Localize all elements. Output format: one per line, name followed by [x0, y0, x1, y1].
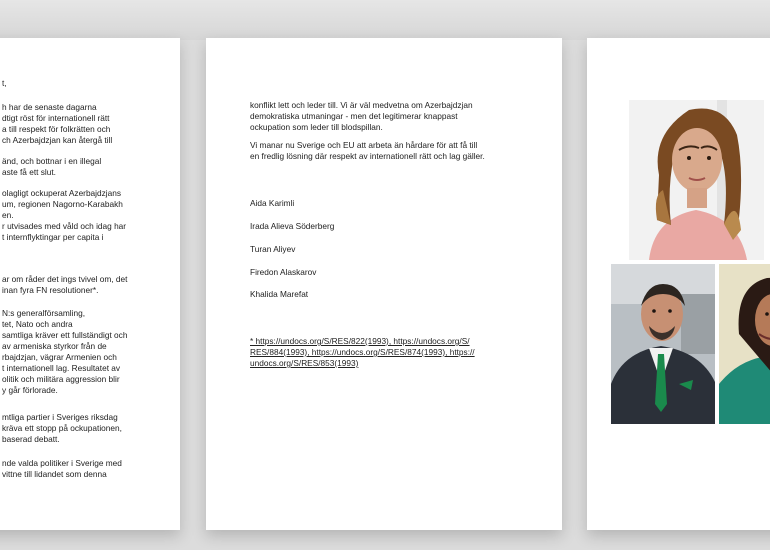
document-page-right [587, 38, 770, 530]
text-line: r utvisades med våld och idag har [2, 221, 127, 231]
text-line: aste få ett slut. [2, 167, 56, 177]
paragraph [2, 412, 122, 445]
reference-line: * https://undocs.org/S/RES/822(1993), https://undocs.org/S/ [250, 336, 470, 346]
references [250, 336, 475, 369]
paragraph [2, 78, 7, 89]
paragraph [250, 100, 473, 133]
text-line: baserad debatt. [2, 434, 60, 444]
paragraph [250, 140, 485, 162]
document-page-left [0, 38, 180, 530]
text-line: t internflyktingar per capita i [2, 232, 104, 242]
text-line: y går förlorade. [2, 385, 58, 395]
portrait-photo-man [611, 264, 715, 424]
document-page-middle [206, 38, 562, 530]
reference-line: undocs.org/S/RES/853(1993) [250, 358, 359, 368]
text-line: um, regionen Nagorno-Karabakh [2, 199, 123, 209]
paragraph [2, 102, 112, 146]
text-line: nde valda politiker i Sverige med [2, 458, 122, 468]
reference-line: RES/884(1993), https://undocs.org/S/RES/874(1993), https:// [250, 347, 475, 357]
text-line: mtliga partier i Sveriges riksdag [2, 412, 118, 422]
text-line: en. [2, 210, 14, 220]
text-line: t internationell lag. Resultatet av [2, 363, 121, 373]
signature-3: Turan Aliyev [250, 244, 296, 254]
signature-1: Aida Karimli [250, 198, 295, 208]
text-line: kräva ett stopp på ockupationen, [2, 423, 122, 433]
text-line: änd, och bottnar i en illegal [2, 156, 102, 166]
text-line: N:s generalförsamling, [2, 308, 86, 318]
text-line: ar om råder det ings tvivel om, det [2, 274, 128, 284]
signature-4: Firedon Alaskarov [250, 267, 317, 277]
text-line: inan fyra FN resolutioner*. [2, 285, 99, 295]
text-line: en fredlig lösning där respekt av internationell rätt och lag gäller. [250, 151, 485, 161]
paragraph [2, 156, 101, 178]
background [0, 0, 770, 40]
text-line: tet, Nato och andra [2, 319, 73, 329]
portrait-photo-woman-2 [719, 264, 770, 424]
signature-5: Khalida Marefat [250, 289, 309, 299]
paragraph [2, 188, 126, 243]
text-line: Vi manar nu Sverige och EU att arbeta än hårdare för att få till [250, 140, 478, 150]
text-line: ch Azerbajdzjan kan återgå till [2, 135, 113, 145]
signature-2: Irada Alieva Söderberg [250, 221, 335, 231]
text-line: dtigt röst för internationell rätt [2, 113, 110, 123]
text-line: rbajdzjan, vägrar Armenien och [2, 352, 117, 362]
text-line: demokratiska utmaningar - men det legitimerar knappast [250, 111, 458, 121]
paragraph [2, 458, 122, 480]
text-line: olagligt ockuperat Azerbajdzjans [2, 188, 121, 198]
paragraph [2, 308, 127, 396]
text-line: t, [2, 78, 7, 88]
paragraph [2, 274, 127, 296]
text-line: samtliga kräver ett fullständigt och [2, 330, 128, 340]
portrait-photo-woman [629, 100, 764, 260]
text-line: vittne till lidandet som denna [2, 469, 107, 479]
text-line: h har de senaste dagarna [2, 102, 97, 112]
text-line: av armeniska styrkor från de [2, 341, 107, 351]
text-line: olitik och militära aggression blir [2, 374, 120, 384]
text-line: a till respekt för folkrätten och [2, 124, 111, 134]
text-line: ockupation som leder till blodspillan. [250, 122, 383, 132]
text-line: konflikt lett och leder till. Vi är väl medvetna om Azerbajdzjan [250, 100, 473, 110]
